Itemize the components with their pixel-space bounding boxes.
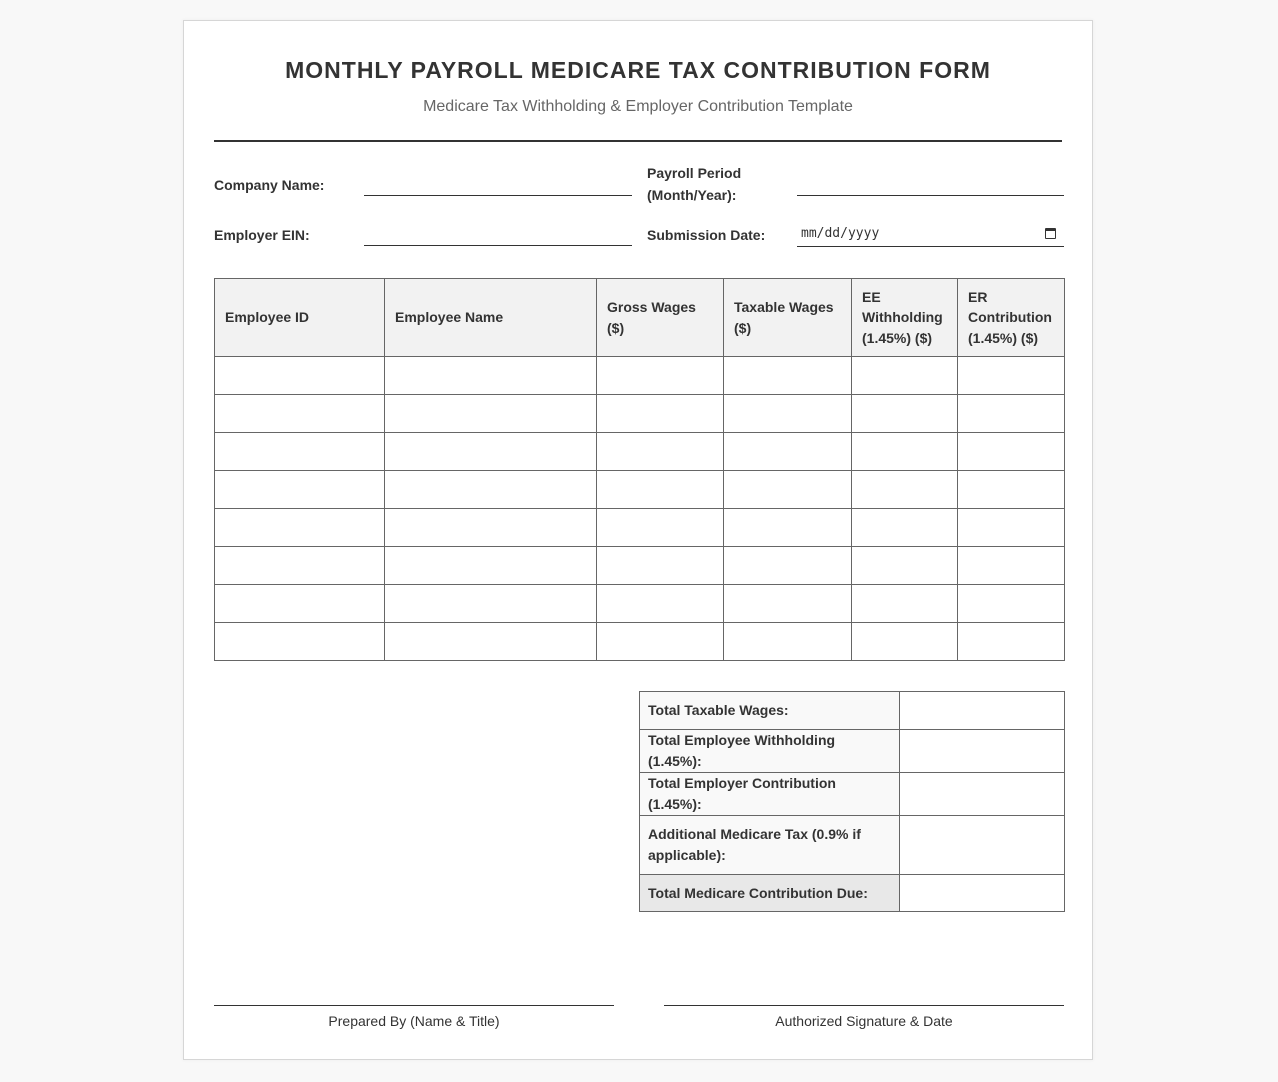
- table-row: [215, 509, 1065, 547]
- table-cell[interactable]: [215, 433, 385, 471]
- table-row: [215, 585, 1065, 623]
- table-row: [215, 471, 1065, 509]
- totals-table: [639, 691, 1065, 912]
- column-header-er-contribution: ER Contribution (1.45%) ($): [958, 279, 1065, 357]
- total-employee-withholding-value[interactable]: [900, 730, 1065, 773]
- table-cell[interactable]: [215, 395, 385, 433]
- total-employee-withholding-label: Total Employee Withholding (1.45%):: [640, 730, 900, 773]
- total-medicare-contribution-due-label: Total Medicare Contribution Due:: [640, 875, 900, 912]
- table-cell[interactable]: [597, 433, 724, 471]
- table-cell[interactable]: [597, 509, 724, 547]
- table-cell[interactable]: [385, 623, 597, 661]
- header-divider: [214, 140, 1062, 142]
- submission-date-placeholder: mm/dd/yyyy: [801, 226, 880, 241]
- table-cell[interactable]: [385, 509, 597, 547]
- table-row: [215, 623, 1065, 661]
- form-title: MONTHLY PAYROLL MEDICARE TAX CONTRIBUTION FORM: [285, 57, 991, 83]
- totals-row-taxable-wages: [640, 692, 1065, 730]
- table-cell[interactable]: [215, 547, 385, 585]
- table-cell[interactable]: [852, 433, 958, 471]
- employee-table-header: [215, 279, 1065, 357]
- table-cell[interactable]: [958, 395, 1065, 433]
- table-cell[interactable]: [215, 623, 385, 661]
- table-cell[interactable]: [852, 623, 958, 661]
- prepared-by-label: Prepared By (Name & Title): [328, 1013, 500, 1029]
- table-cell[interactable]: [215, 585, 385, 623]
- table-cell[interactable]: [385, 433, 597, 471]
- table-cell[interactable]: [852, 585, 958, 623]
- total-taxable-wages-label: Total Taxable Wages:: [640, 692, 900, 730]
- table-cell[interactable]: [958, 433, 1065, 471]
- column-header-taxable-wages: Taxable Wages ($): [724, 279, 852, 357]
- total-employer-contribution-label: Total Employer Contribution (1.45%):: [640, 773, 900, 816]
- table-cell[interactable]: [958, 509, 1065, 547]
- table-cell[interactable]: [958, 585, 1065, 623]
- table-cell[interactable]: [385, 547, 597, 585]
- table-cell[interactable]: [852, 547, 958, 585]
- table-cell[interactable]: [597, 471, 724, 509]
- table-cell[interactable]: [385, 357, 597, 395]
- table-cell[interactable]: [724, 623, 852, 661]
- table-cell[interactable]: [597, 585, 724, 623]
- authorized-signature-line[interactable]: [664, 1005, 1064, 1006]
- form-content: [214, 21, 1062, 1059]
- table-cell[interactable]: [724, 433, 852, 471]
- column-header-gross-wages: Gross Wages ($): [597, 279, 724, 357]
- table-cell[interactable]: [724, 509, 852, 547]
- employee-table: [214, 278, 1065, 661]
- table-cell[interactable]: [724, 357, 852, 395]
- table-cell[interactable]: [724, 471, 852, 509]
- company-name-label: Company Name:: [214, 177, 325, 193]
- totals-row-employee-withholding: [640, 730, 1065, 773]
- table-cell[interactable]: [852, 357, 958, 395]
- payroll-period-label-line2: (Month/Year):: [647, 187, 737, 203]
- additional-medicare-tax-value[interactable]: [900, 816, 1065, 875]
- table-row: [215, 547, 1065, 585]
- payroll-period-label: [647, 162, 741, 206]
- table-cell[interactable]: [724, 547, 852, 585]
- calendar-icon[interactable]: [1045, 228, 1056, 239]
- submission-date-label: Submission Date:: [647, 227, 766, 243]
- employee-table-body: [215, 357, 1065, 661]
- table-cell[interactable]: [215, 471, 385, 509]
- total-employer-contribution-value[interactable]: [900, 773, 1065, 816]
- employer-ein-label: Employer EIN:: [214, 227, 310, 243]
- company-name-field[interactable]: [364, 195, 632, 196]
- table-row: [215, 395, 1065, 433]
- total-taxable-wages-value[interactable]: [900, 692, 1065, 730]
- table-cell[interactable]: [852, 395, 958, 433]
- form-subtitle: Medicare Tax Withholding & Employer Contribution Template: [423, 98, 853, 115]
- payroll-period-label-line1: Payroll Period: [647, 165, 742, 181]
- totals-row-contribution-due: [640, 875, 1065, 912]
- table-row: [215, 433, 1065, 471]
- totals-row-additional-medicare: [640, 816, 1065, 875]
- table-cell[interactable]: [958, 357, 1065, 395]
- table-cell[interactable]: [724, 395, 852, 433]
- table-cell[interactable]: [385, 395, 597, 433]
- employer-ein-field[interactable]: [364, 245, 632, 246]
- totals-row-employer-contribution: [640, 773, 1065, 816]
- column-header-ee-withholding: EE Withholding (1.45%) ($): [852, 279, 958, 357]
- form-page: [183, 20, 1093, 1060]
- table-cell[interactable]: [597, 357, 724, 395]
- table-cell[interactable]: [215, 509, 385, 547]
- table-cell[interactable]: [385, 585, 597, 623]
- table-cell[interactable]: [852, 471, 958, 509]
- table-cell[interactable]: [958, 547, 1065, 585]
- table-cell[interactable]: [958, 623, 1065, 661]
- table-cell[interactable]: [958, 471, 1065, 509]
- table-cell[interactable]: [597, 623, 724, 661]
- prepared-by-signature-line[interactable]: [214, 1005, 614, 1006]
- table-cell[interactable]: [852, 509, 958, 547]
- submission-date-input[interactable]: [797, 221, 1064, 247]
- table-cell[interactable]: [597, 547, 724, 585]
- table-cell[interactable]: [597, 395, 724, 433]
- column-header-employee-id: Employee ID: [215, 279, 385, 357]
- additional-medicare-tax-label: Additional Medicare Tax (0.9% if applicable):: [640, 816, 900, 875]
- table-cell[interactable]: [385, 471, 597, 509]
- table-cell[interactable]: [724, 585, 852, 623]
- table-cell[interactable]: [215, 357, 385, 395]
- total-medicare-contribution-due-value[interactable]: [900, 875, 1065, 912]
- payroll-period-field[interactable]: [797, 195, 1064, 196]
- table-row: [215, 357, 1065, 395]
- column-header-employee-name: Employee Name: [385, 279, 597, 357]
- authorized-signature-label: Authorized Signature & Date: [775, 1013, 953, 1029]
